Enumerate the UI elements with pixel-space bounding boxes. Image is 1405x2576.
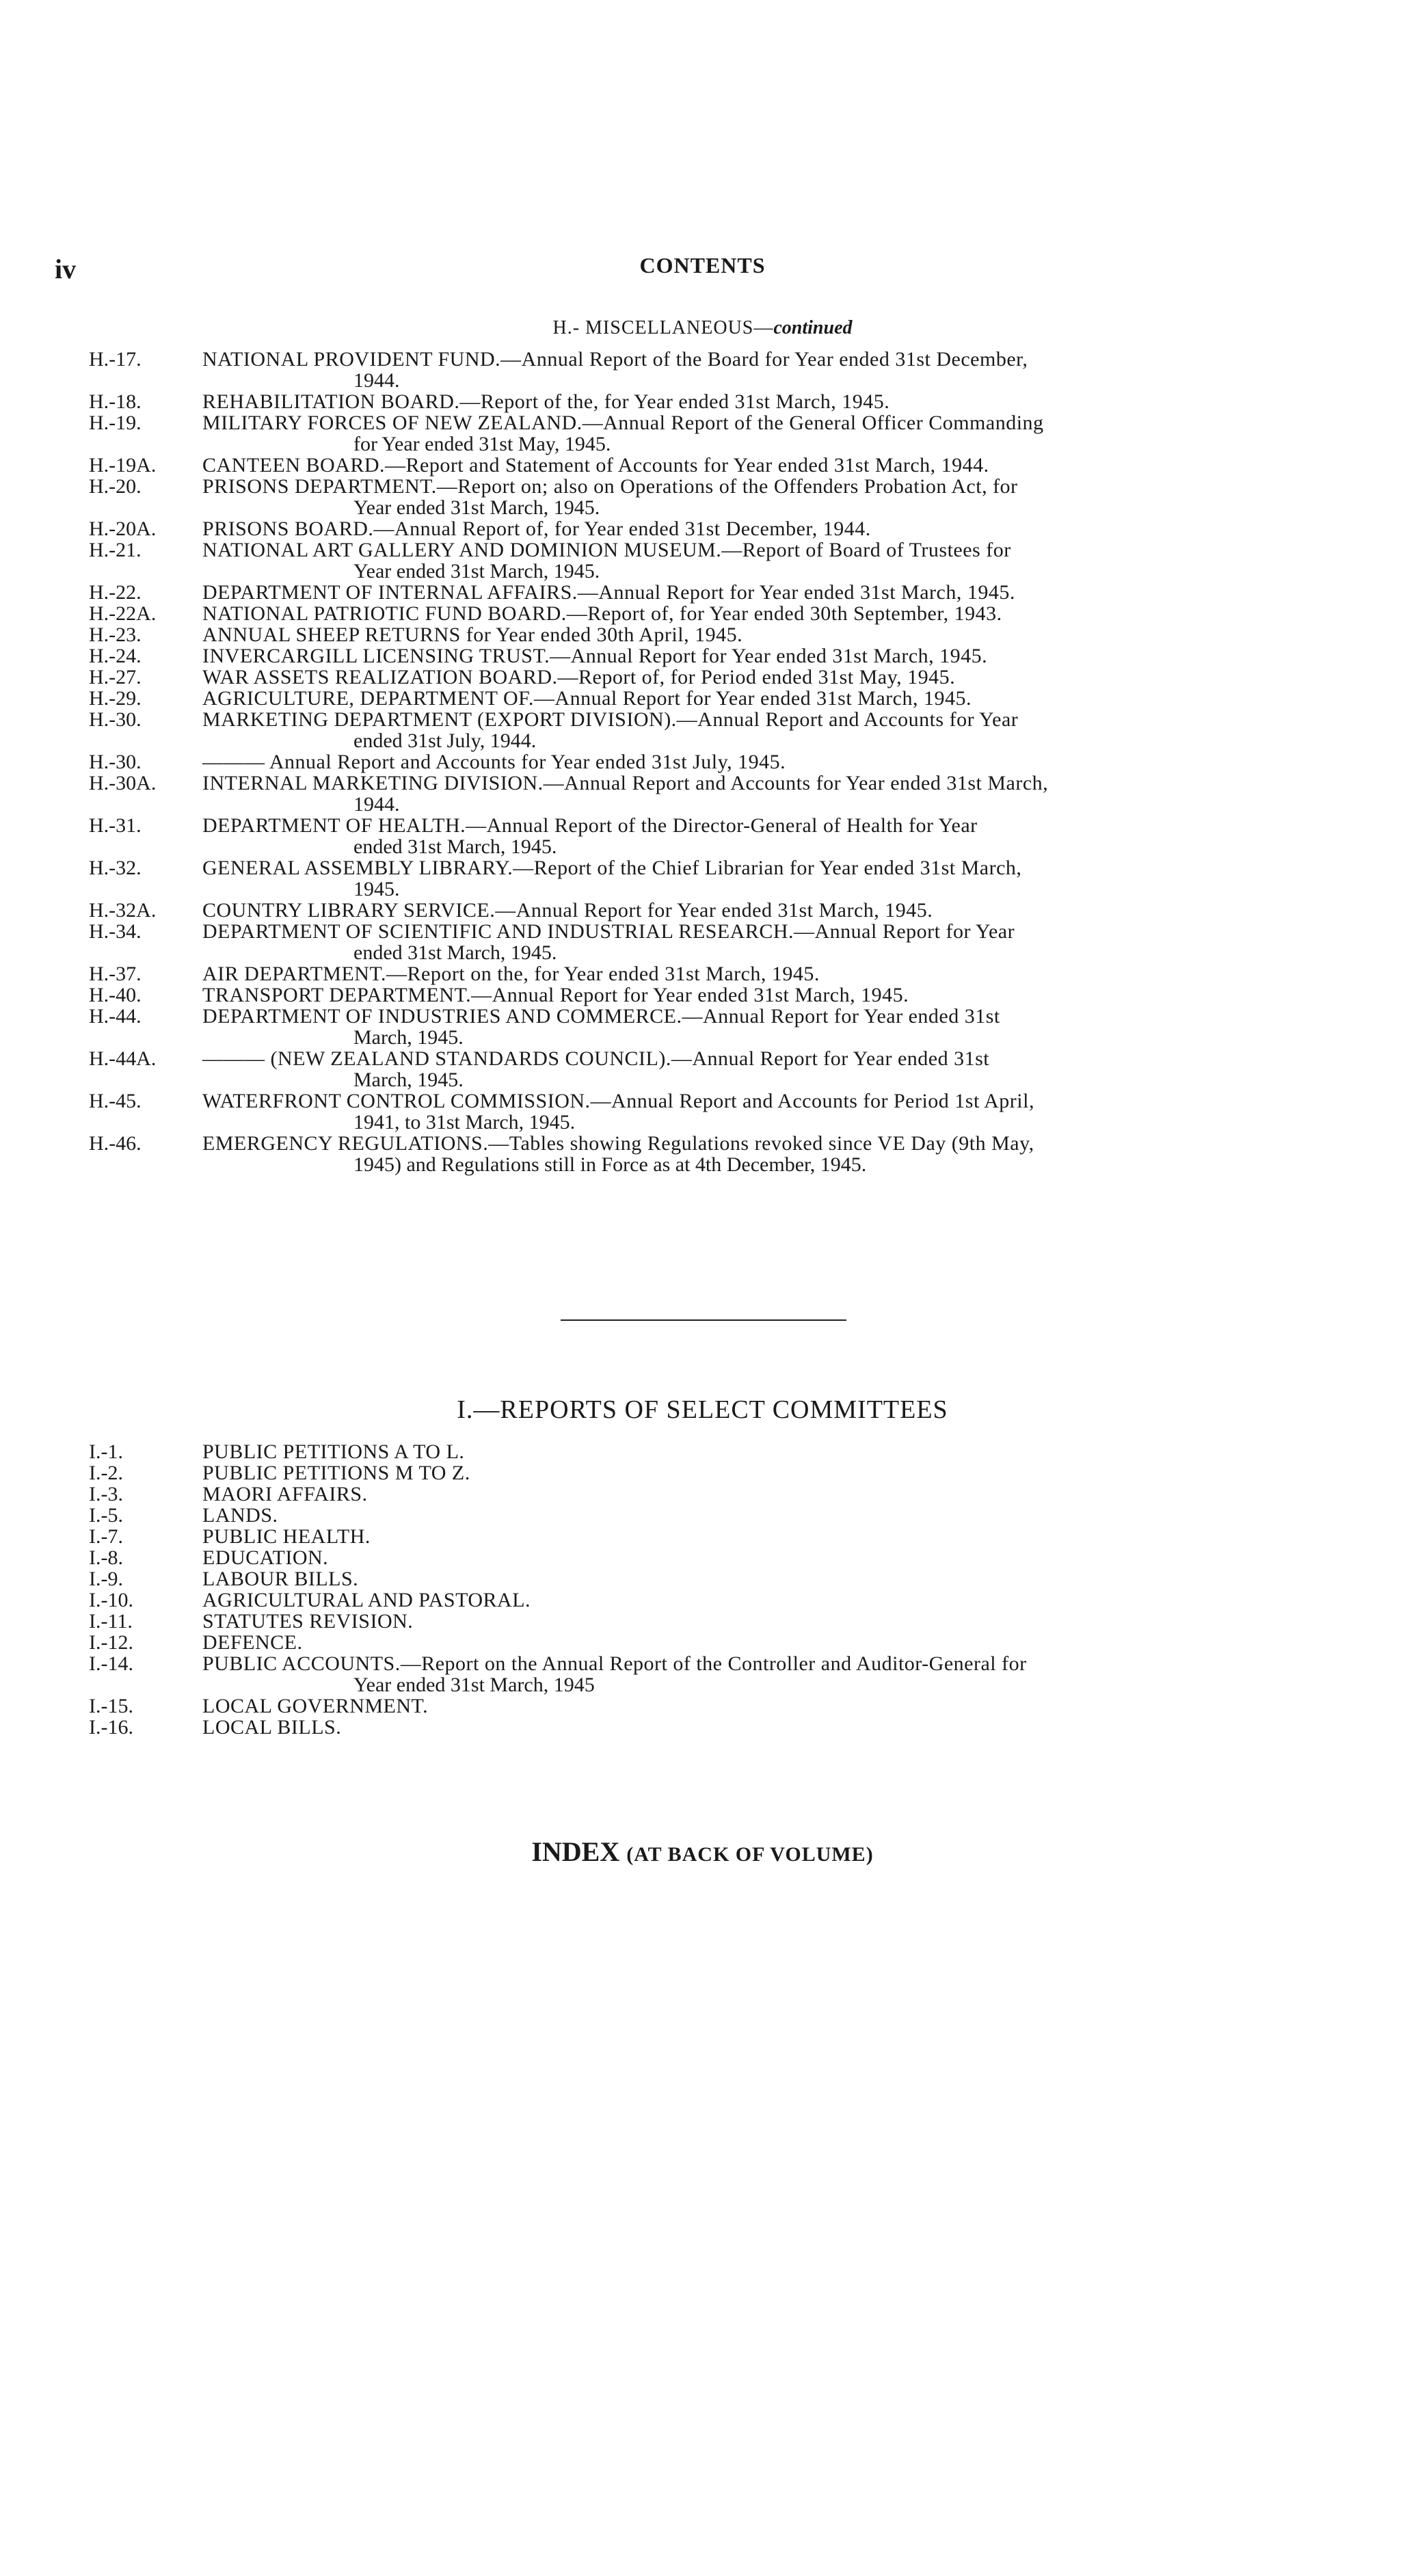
section-divider bbox=[561, 1319, 846, 1321]
contents-entry bbox=[89, 1568, 1302, 1589]
entry-line-2: for Year ended 31st May, 1945. bbox=[353, 433, 611, 455]
contents-entry bbox=[89, 1441, 1302, 1462]
entry-text bbox=[202, 1695, 1302, 1717]
entry-line-2: ended 31st March, 1945. bbox=[353, 835, 557, 858]
entry-line-2: 1945) and Regulations still in Force as at 4th December, 1945. bbox=[353, 1153, 867, 1176]
entry-text bbox=[202, 857, 1302, 900]
entry-text bbox=[202, 1547, 1302, 1568]
entry-text bbox=[202, 1462, 1302, 1484]
entry-line-1: AGRICULTURAL AND PASTORAL. bbox=[202, 1589, 531, 1611]
entry-line-1: GENERAL ASSEMBLY LIBRARY.—Report of the Chief Librarian for Year ended 31st March, bbox=[202, 857, 1022, 879]
entry-code: H.-30. bbox=[89, 708, 142, 731]
entry-line-2: 1941, to 31st March, 1945. bbox=[353, 1111, 576, 1133]
entry-line-1: STATUTES REVISION. bbox=[202, 1610, 414, 1633]
entry-line-1: PUBLIC PETITIONS M TO Z. bbox=[202, 1462, 470, 1484]
entry-line-1: DEPARTMENT OF HEALTH.—Annual Report of the Director-General of Health for Year bbox=[202, 814, 978, 837]
entry-code: H.-44. bbox=[89, 1005, 142, 1028]
entry-code: I.-16. bbox=[89, 1716, 133, 1739]
entry-code: I.-15. bbox=[89, 1695, 133, 1717]
page-number: iv bbox=[55, 254, 77, 284]
entry-text bbox=[202, 688, 1302, 709]
entry-text bbox=[202, 751, 1302, 773]
entry-code: I.-5. bbox=[89, 1504, 123, 1527]
entry-line-1: COUNTRY LIBRARY SERVICE.—Annual Report for Year ended 31st March, 1945. bbox=[202, 899, 933, 922]
entry-code: H.-23. bbox=[89, 623, 142, 646]
entry-code: H.-29. bbox=[89, 687, 142, 710]
section-h-title: H.- MISCELLANEOUS— bbox=[552, 317, 774, 338]
entry-code: H.-30A. bbox=[89, 772, 157, 794]
entry-text bbox=[202, 476, 1302, 518]
contents-entry bbox=[89, 688, 1302, 709]
entry-text bbox=[202, 1441, 1302, 1462]
running-title: CONTENTS bbox=[639, 253, 766, 278]
contents-entry bbox=[89, 603, 1302, 624]
entry-code: H.-22. bbox=[89, 581, 142, 604]
entry-line-1: REHABILITATION BOARD.—Report of the, for Year ended 31st March, 1945. bbox=[202, 390, 890, 413]
entry-code: H.-22A. bbox=[89, 602, 157, 625]
entry-text bbox=[202, 773, 1302, 815]
entry-text bbox=[202, 921, 1302, 963]
entry-code: H.-46. bbox=[89, 1132, 142, 1155]
entry-line-1: NATIONAL PATRIOTIC FUND BOARD.—Report of, for Year ended 30th September, 1943. bbox=[202, 602, 1002, 625]
entry-code: H.-24. bbox=[89, 645, 142, 667]
entry-line-1: ——— Annual Report and Accounts for Year ended 31st July, 1945. bbox=[202, 751, 786, 773]
contents-entry bbox=[89, 412, 1302, 455]
entry-line-1: DEPARTMENT OF INDUSTRIES AND COMMERCE.—Annual Report for Year ended 31st bbox=[202, 1005, 1000, 1028]
section-h-heading bbox=[0, 317, 1405, 339]
index-location: (AT BACK OF VOLUME) bbox=[626, 1843, 874, 1866]
contents-entry bbox=[89, 349, 1302, 391]
entry-line-1: EMERGENCY REGULATIONS.—Tables showing Regulations revoked since VE Day (9th May, bbox=[202, 1132, 1034, 1155]
contents-entry bbox=[89, 539, 1302, 582]
contents-entry bbox=[89, 455, 1302, 476]
contents-entry bbox=[89, 1462, 1302, 1484]
entry-line-1: ANNUAL SHEEP RETURNS for Year ended 30th April, 1945. bbox=[202, 623, 743, 646]
contents-entry bbox=[89, 963, 1302, 984]
entry-line-2: Year ended 31st March, 1945 bbox=[353, 1674, 595, 1696]
index-note bbox=[0, 1836, 1405, 1868]
entry-code: H.-17. bbox=[89, 348, 142, 371]
entry-text bbox=[202, 1133, 1302, 1175]
entry-code: I.-10. bbox=[89, 1589, 133, 1611]
entry-code: I.-1. bbox=[89, 1440, 123, 1463]
entry-code: H.-18. bbox=[89, 390, 142, 413]
entry-code: H.-20A. bbox=[89, 518, 157, 540]
entry-line-1: PUBLIC PETITIONS A TO L. bbox=[202, 1440, 465, 1463]
entry-line-1: TRANSPORT DEPARTMENT.—Annual Report for Year ended 31st March, 1945. bbox=[202, 984, 909, 1006]
entry-text bbox=[202, 645, 1302, 667]
contents-entry bbox=[89, 709, 1302, 751]
index-title: INDEX bbox=[531, 1836, 620, 1867]
entry-code: H.-19. bbox=[89, 412, 142, 434]
entry-line-2: ended 31st March, 1945. bbox=[353, 941, 557, 964]
entry-code: H.-37. bbox=[89, 963, 142, 985]
entry-code: H.-34. bbox=[89, 920, 142, 943]
entry-line-1: WATERFRONT CONTROL COMMISSION.—Annual Report and Accounts for Period 1st April, bbox=[202, 1090, 1034, 1112]
entry-code: H.-45. bbox=[89, 1090, 142, 1112]
entry-text bbox=[202, 667, 1302, 688]
contents-entry bbox=[89, 1653, 1302, 1695]
entry-line-1: NATIONAL ART GALLERY AND DOMINION MUSEUM.—Report of Board of Trustees for bbox=[202, 539, 1011, 561]
entry-text bbox=[202, 1048, 1302, 1090]
entry-text bbox=[202, 900, 1302, 921]
contents-entry bbox=[89, 857, 1302, 900]
entry-text bbox=[202, 582, 1302, 603]
contents-entry bbox=[89, 815, 1302, 857]
contents-entry bbox=[89, 476, 1302, 518]
entry-code: H.-19A. bbox=[89, 454, 157, 477]
entry-code: I.-9. bbox=[89, 1568, 123, 1590]
entry-line-1: INTERNAL MARKETING DIVISION.—Annual Report and Accounts for Year ended 31st March, bbox=[202, 772, 1049, 794]
entry-line-1: EDUCATION. bbox=[202, 1546, 329, 1569]
entry-text bbox=[202, 1717, 1302, 1738]
entry-code: I.-14. bbox=[89, 1652, 133, 1675]
entry-line-1: MAORI AFFAIRS. bbox=[202, 1483, 368, 1505]
entry-line-2: March, 1945. bbox=[353, 1026, 464, 1049]
entry-text bbox=[202, 412, 1302, 455]
entry-line-1: LOCAL GOVERNMENT. bbox=[202, 1695, 429, 1717]
entry-line-1: WAR ASSETS REALIZATION BOARD.—Report of, for Period ended 31st May, 1945. bbox=[202, 666, 956, 688]
contents-entry bbox=[89, 391, 1302, 412]
entry-code: I.-2. bbox=[89, 1462, 123, 1484]
entry-code: H.-44A. bbox=[89, 1047, 157, 1070]
entry-line-1: MILITARY FORCES OF NEW ZEALAND.—Annual Report of the General Officer Commanding bbox=[202, 412, 1044, 434]
entry-code: H.-21. bbox=[89, 539, 142, 561]
entry-text bbox=[202, 1568, 1302, 1589]
entry-line-1: LABOUR BILLS. bbox=[202, 1568, 359, 1590]
contents-entry bbox=[89, 1505, 1302, 1526]
entry-line-1: LOCAL BILLS. bbox=[202, 1716, 342, 1739]
entry-text bbox=[202, 815, 1302, 857]
entry-line-1: PRISONS DEPARTMENT.—Report on; also on Operations of the Offenders Probation Act, for bbox=[202, 475, 1018, 498]
i-entries-list bbox=[89, 1441, 1302, 1738]
entry-line-1: PUBLIC ACCOUNTS.—Report on the Annual Report of the Controller and Auditor-General for bbox=[202, 1652, 1027, 1675]
entry-line-1: AGRICULTURE, DEPARTMENT OF.—Annual Report for Year ended 31st March, 1945. bbox=[202, 687, 972, 710]
contents-entry bbox=[89, 1048, 1302, 1090]
entry-line-1: PRISONS BOARD.—Annual Report of, for Year ended 31st December, 1944. bbox=[202, 518, 871, 540]
contents-entry bbox=[89, 1547, 1302, 1568]
contents-entry bbox=[89, 582, 1302, 603]
entry-line-1: ——— (NEW ZEALAND STANDARDS COUNCIL).—Annual Report for Year ended 31st bbox=[202, 1047, 990, 1070]
contents-entry bbox=[89, 667, 1302, 688]
entry-code: H.-32. bbox=[89, 857, 142, 879]
entry-line-1: NATIONAL PROVIDENT FUND.—Annual Report of the Board for Year ended 31st December, bbox=[202, 348, 1028, 371]
contents-entry bbox=[89, 773, 1302, 815]
entry-line-1: LANDS. bbox=[202, 1504, 278, 1527]
entry-line-2: 1944. bbox=[353, 369, 400, 392]
entry-line-1: DEPARTMENT OF INTERNAL AFFAIRS.—Annual Report for Year ended 31st March, 1945. bbox=[202, 581, 1015, 604]
entry-code: H.-30. bbox=[89, 751, 142, 773]
contents-entry bbox=[89, 624, 1302, 645]
contents-entry bbox=[89, 645, 1302, 667]
entry-text bbox=[202, 1653, 1302, 1695]
entry-line-1: DEFENCE. bbox=[202, 1631, 303, 1654]
contents-entry bbox=[89, 751, 1302, 773]
entry-code: H.-40. bbox=[89, 984, 142, 1006]
entry-text bbox=[202, 1632, 1302, 1653]
entry-text bbox=[202, 1505, 1302, 1526]
entry-line-1: AIR DEPARTMENT.—Report on the, for Year ended 31st March, 1945. bbox=[202, 963, 820, 985]
entry-text bbox=[202, 518, 1302, 539]
entry-line-2: 1944. bbox=[353, 793, 400, 816]
entry-line-1: INVERCARGILL LICENSING TRUST.—Annual Report for Year ended 31st March, 1945. bbox=[202, 645, 988, 667]
section-h-continued: continued bbox=[773, 317, 853, 338]
entry-line-2: March, 1945. bbox=[353, 1069, 464, 1091]
entry-text bbox=[202, 455, 1302, 476]
contents-entry bbox=[89, 900, 1302, 921]
contents-entry bbox=[89, 1717, 1302, 1738]
entry-text bbox=[202, 709, 1302, 751]
contents-entry bbox=[89, 1589, 1302, 1611]
entry-text bbox=[202, 1611, 1302, 1632]
entry-line-2: Year ended 31st March, 1945. bbox=[353, 496, 600, 519]
entry-text bbox=[202, 349, 1302, 391]
entry-code: H.-20. bbox=[89, 475, 142, 498]
contents-entry bbox=[89, 1611, 1302, 1632]
entry-text bbox=[202, 1006, 1302, 1048]
entry-text bbox=[202, 984, 1302, 1006]
contents-entry bbox=[89, 1133, 1302, 1175]
entry-text bbox=[202, 1484, 1302, 1505]
entry-text bbox=[202, 539, 1302, 582]
entry-code: I.-3. bbox=[89, 1483, 123, 1505]
entry-text bbox=[202, 963, 1302, 984]
entry-line-1: MARKETING DEPARTMENT (EXPORT DIVISION).—Annual Report and Accounts for Year bbox=[202, 708, 1019, 731]
entry-line-1: CANTEEN BOARD.—Report and Statement of Accounts for Year ended 31st March, 1944. bbox=[202, 454, 989, 477]
entry-text bbox=[202, 603, 1302, 624]
entry-code: I.-12. bbox=[89, 1631, 133, 1654]
section-i-heading: I.—REPORTS OF SELECT COMMITTEES bbox=[457, 1395, 948, 1424]
entry-text bbox=[202, 624, 1302, 645]
entry-code: I.-7. bbox=[89, 1525, 123, 1548]
contents-entry bbox=[89, 1526, 1302, 1547]
entry-code: I.-8. bbox=[89, 1546, 123, 1569]
contents-entry bbox=[89, 518, 1302, 539]
h-entries-list bbox=[89, 349, 1302, 1175]
entry-code: H.-27. bbox=[89, 666, 142, 688]
entry-line-1: DEPARTMENT OF SCIENTIFIC AND INDUSTRIAL RESEARCH.—Annual Report for Year bbox=[202, 920, 1015, 943]
entry-line-2: ended 31st July, 1944. bbox=[353, 729, 537, 752]
entry-line-2: 1945. bbox=[353, 878, 400, 900]
entry-line-2: Year ended 31st March, 1945. bbox=[353, 560, 600, 582]
contents-entry bbox=[89, 1695, 1302, 1717]
contents-entry bbox=[89, 1006, 1302, 1048]
contents-entry bbox=[89, 1632, 1302, 1653]
entry-code: H.-31. bbox=[89, 814, 142, 837]
entry-text bbox=[202, 1589, 1302, 1611]
contents-entry bbox=[89, 921, 1302, 963]
entry-text bbox=[202, 1526, 1302, 1547]
entry-code: H.-32A. bbox=[89, 899, 157, 922]
entry-text bbox=[202, 1090, 1302, 1133]
contents-entry bbox=[89, 1090, 1302, 1133]
entry-text bbox=[202, 391, 1302, 412]
entry-line-1: PUBLIC HEALTH. bbox=[202, 1525, 371, 1548]
entry-code: I.-11. bbox=[89, 1610, 133, 1633]
contents-entry bbox=[89, 1484, 1302, 1505]
contents-entry bbox=[89, 984, 1302, 1006]
